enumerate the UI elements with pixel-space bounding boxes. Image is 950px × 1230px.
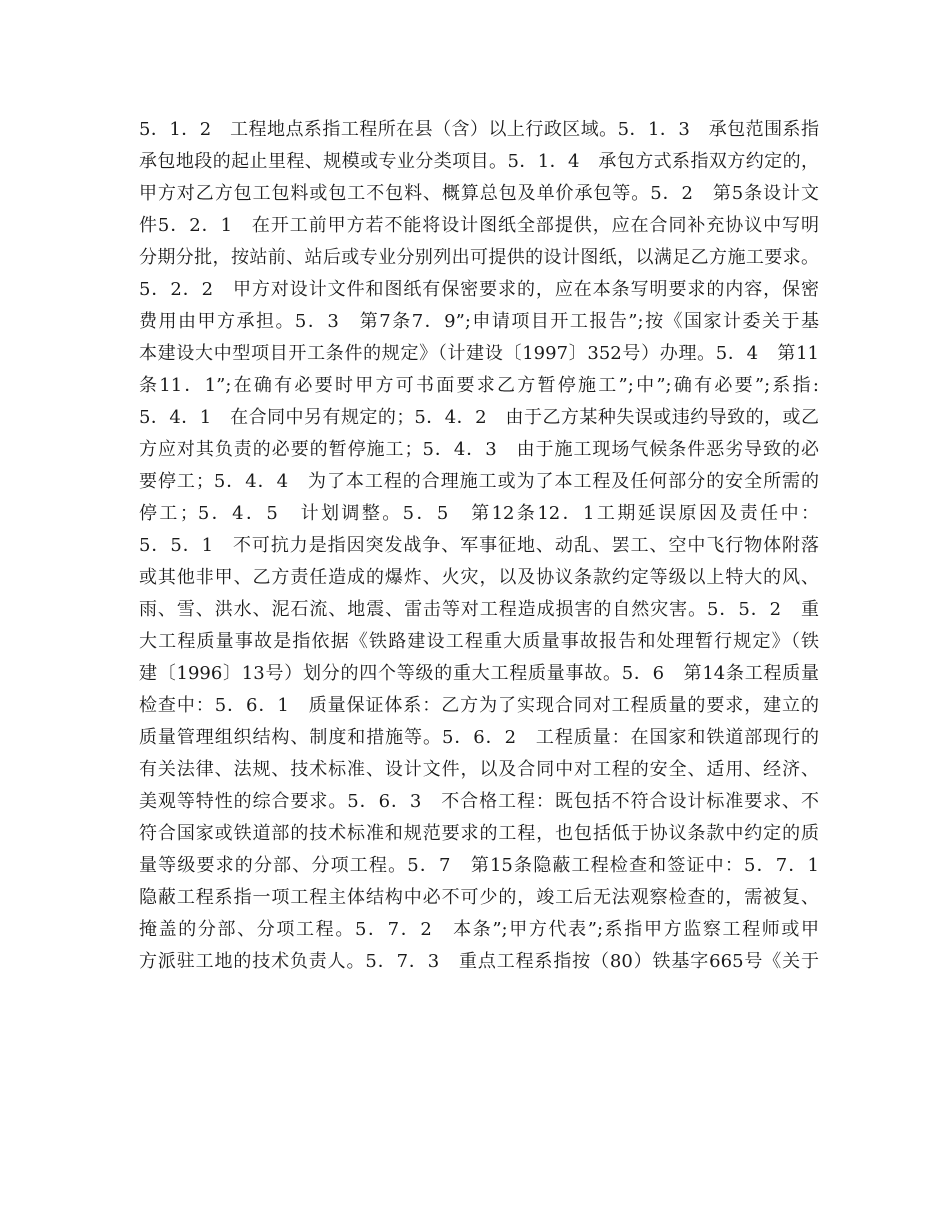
text-line: 方应对其负责的必要的暂停施工；5．4．3 由于施工现场气候条件恶劣导致的必 [139, 439, 819, 460]
text-line: 有关法律、法规、技术标准、设计文件，以及合同中对工程的安全、适用、经济、 [139, 759, 819, 780]
text-line: 要停工；5．4．4 为了本工程的合理施工或为了本工程及任何部分的安全所需的 [139, 471, 819, 492]
text-line: 隐蔽工程系指一项工程主体结构中必不可少的，竣工后无法观察检查的，需被复、 [139, 887, 819, 908]
text-line: 5．5．1 不可抗力是指因突发战争、军事征地、动乱、罢工、空中飞行物体附落 [139, 535, 819, 556]
text-line: 5．4．1 在合同中另有规定的；5．4．2 由于乙方某种失误或违约导致的，或乙 [139, 407, 819, 428]
text-line: 大工程质量事故是指依据《铁路建设工程重大质量事故报告和处理暂行规定》（铁 [139, 631, 819, 652]
text-line: 分期分批，按站前、站后或专业分别列出可提供的设计图纸，以满足乙方施工要求。 [139, 247, 819, 268]
text-line: 承包地段的起止里程、规模或专业分类项目。5．1．4 承包方式系指双方约定的， [139, 151, 819, 172]
text-line: 建〔1996〕13号）划分的四个等级的重大工程质量事故。5．6 第14条工程质量 [139, 663, 819, 684]
text-line: 雨、雪、洪水、泥石流、地震、雷击等对工程造成损害的自然灾害。5．5．2 重 [139, 599, 819, 620]
text-line: 停工；5．4．5 计划调整。5．5 第12条12．1工期延误原因及责任中： [139, 503, 819, 524]
text-line: 件5．2．1 在开工前甲方若不能将设计图纸全部提供，应在合同补充协议中写明 [139, 215, 819, 236]
document-body [139, 114, 819, 978]
text-line: 5．1．2 工程地点系指工程所在县（含）以上行政区域。5．1．3 承包范围系指 [139, 119, 819, 140]
text-line: 量等级要求的分部、分项工程。5．7 第15条隐蔽工程检查和签证中：5．7．1 [139, 855, 819, 876]
text-line: 费用由甲方承担。5．3 第7条7．9”;申请项目开工报告”;按《国家计委关于基 [139, 311, 819, 332]
text-line: 本建设大中型项目开工条件的规定》（计建设〔1997〕352号）办理。5．4 第11 [139, 343, 819, 364]
text-line: 符合国家或铁道部的技术标准和规范要求的工程，也包括低于协议条款中约定的质 [139, 823, 819, 844]
text-line: 5．2．2 甲方对设计文件和图纸有保密要求的，应在本条写明要求的内容，保密 [139, 279, 819, 300]
text-line: 甲方对乙方包工包料或包工不包料、概算总包及单价承包等。5．2 第5条设计文 [139, 183, 819, 204]
text-line: 条11．1”;在确有必要时甲方可书面要求乙方暂停施工”;中”;确有必要”;系指: [139, 375, 819, 396]
text-line: 或其他非甲、乙方责任造成的爆炸、火灾，以及协议条款约定等级以上特大的风、 [139, 567, 819, 588]
text-line: 方派驻工地的技术负责人。5．7．3 重点工程系指按（80）铁基字665号《关于 [139, 951, 819, 972]
text-line: 美观等特性的综合要求。5．6．3 不合格工程：既包括不符合设计标准要求、不 [139, 791, 819, 812]
text-line: 掩盖的分部、分项工程。5．7．2 本条”;甲方代表”;系指甲方监察工程师或甲 [139, 919, 819, 940]
text-line: 质量管理组织结构、制度和措施等。5．6．2 工程质量：在国家和铁道部现行的 [139, 727, 819, 748]
text-line: 检查中：5．6．1 质量保证体系：乙方为了实现合同对工程质量的要求，建立的 [139, 695, 819, 716]
